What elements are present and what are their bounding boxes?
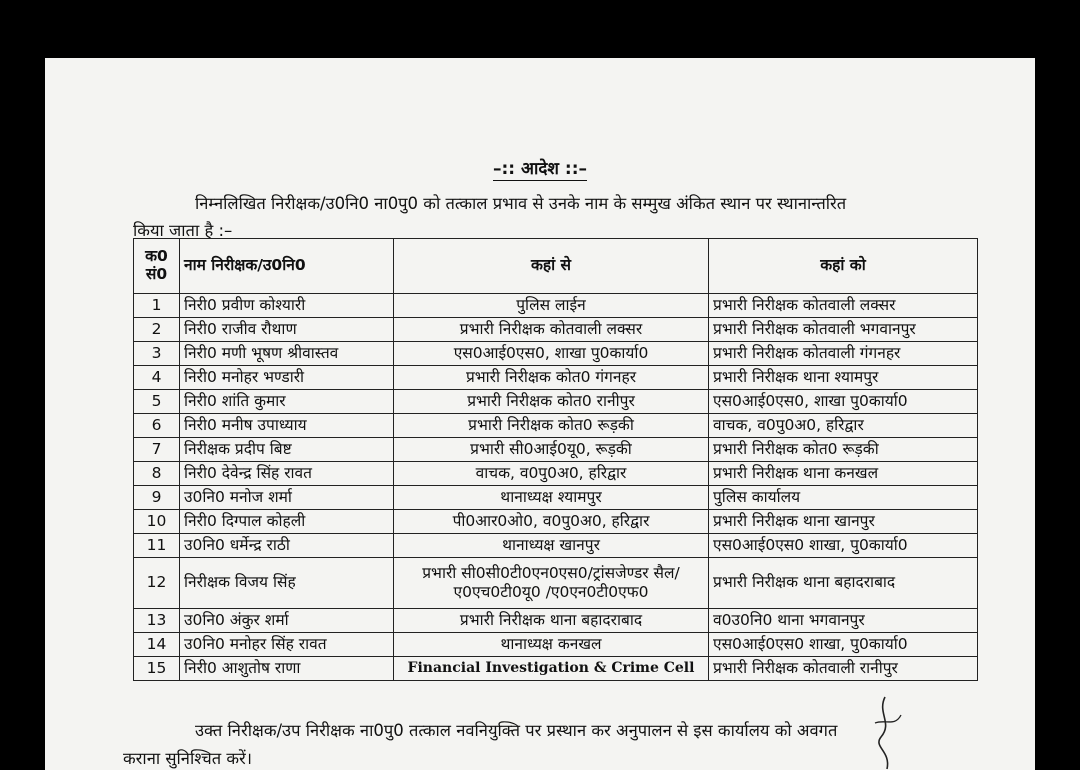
header-from: कहां से	[394, 239, 709, 294]
row-to: एस0आई0एस0 शाखा, पु0कार्या0	[709, 534, 978, 558]
row-from: थानाध्यक्ष खानपुर	[394, 534, 709, 558]
row-name: निरी0 प्रवीण कोश्यारी	[180, 294, 394, 318]
row-serial-no: 11	[134, 534, 180, 558]
row-serial-no: 2	[134, 318, 180, 342]
row-name: उ0नि0 मनोज शर्मा	[180, 486, 394, 510]
row-to: एस0आई0एस0 शाखा, पु0कार्या0	[709, 633, 978, 657]
header-name: नाम निरीक्षक/उ0नि0	[180, 239, 394, 294]
row-from: एस0आई0एस0, शाखा पु0कार्या0	[394, 342, 709, 366]
table-row	[134, 462, 978, 486]
row-to: प्रभारी निरीक्षक कोतवाली लक्सर	[709, 294, 978, 318]
row-to: प्रभारी निरीक्षक थाना कनखल	[709, 462, 978, 486]
row-name: उ0नि0 मनोहर सिंह रावत	[180, 633, 394, 657]
row-name: निरीक्षक विजय सिंह	[180, 558, 394, 609]
row-from: प्रभारी सी0सी0टी0एन0एस0/ट्रांसजेण्डर सैल/ए0एच0टी0यू0 /ए0एन0टी0एफ0	[394, 558, 709, 609]
table-row	[134, 558, 978, 609]
row-to: वाचक, व0पु0अ0, हरिद्वार	[709, 414, 978, 438]
row-name: निरी0 शांति कुमार	[180, 390, 394, 414]
row-serial-no: 10	[134, 510, 180, 534]
transfer-table	[133, 238, 978, 681]
row-name: निरीक्षक प्रदीप बिष्ट	[180, 438, 394, 462]
table-row	[134, 342, 978, 366]
row-to: पुलिस कार्यालय	[709, 486, 978, 510]
row-from: थानाध्यक्ष श्यामपुर	[394, 486, 709, 510]
table-row	[134, 486, 978, 510]
row-from: थानाध्यक्ष कनखल	[394, 633, 709, 657]
row-to: व0उ0नि0 थाना भगवानपुर	[709, 609, 978, 633]
row-to: प्रभारी निरीक्षक कोत0 रूड़की	[709, 438, 978, 462]
row-from: वाचक, व0पु0अ0, हरिद्वार	[394, 462, 709, 486]
row-serial-no: 9	[134, 486, 180, 510]
row-name: निरी0 आशुतोष राणा	[180, 657, 394, 681]
footer-line-1: उक्त निरीक्षक/उप निरीक्षक ना0पु0 तत्काल नवनियुक्ति पर प्रस्थान कर अनुपालन से इस कार्यालय को अवगत	[195, 721, 838, 740]
table-row	[134, 633, 978, 657]
row-to: प्रभारी निरीक्षक कोतवाली गंगनहर	[709, 342, 978, 366]
table-row	[134, 294, 978, 318]
row-to: प्रभारी निरीक्षक कोतवाली भगवानपुर	[709, 318, 978, 342]
row-to: प्रभारी निरीक्षक थाना बहादराबाद	[709, 558, 978, 609]
row-to: एस0आई0एस0, शाखा पु0कार्या0	[709, 390, 978, 414]
footer-line-2: कराना सुनिश्चित करें।	[123, 749, 253, 768]
row-from: Financial Investigation & Crime Cell	[394, 657, 709, 681]
row-serial-no: 8	[134, 462, 180, 486]
table-row	[134, 534, 978, 558]
row-serial-no: 12	[134, 558, 180, 609]
row-name: निरी0 दिग्पाल कोहली	[180, 510, 394, 534]
row-name: निरी0 राजीव रौथाण	[180, 318, 394, 342]
document-page	[45, 58, 1035, 770]
intro-line-1: निम्नलिखित निरीक्षक/उ0नि0 ना0पु0 को तत्काल प्रभाव से उनके नाम के सम्मुख अंकित स्थान पर स्थानान्तरित	[195, 194, 847, 213]
row-serial-no: 6	[134, 414, 180, 438]
row-from: पुलिस लाईन	[394, 294, 709, 318]
row-name: निरी0 मणी भूषण श्रीवास्तव	[180, 342, 394, 366]
table-row	[134, 510, 978, 534]
row-name: निरी0 देवेन्द्र सिंह रावत	[180, 462, 394, 486]
row-to: प्रभारी निरीक्षक थाना खानपुर	[709, 510, 978, 534]
row-to: प्रभारी निरीक्षक थाना श्यामपुर	[709, 366, 978, 390]
row-from: प्रभारी निरीक्षक कोत0 रानीपुर	[394, 390, 709, 414]
table-row	[134, 609, 978, 633]
row-to: प्रभारी निरीक्षक कोतवाली रानीपुर	[709, 657, 978, 681]
table-row	[134, 657, 978, 681]
table-row	[134, 414, 978, 438]
table-row	[134, 438, 978, 462]
table-row	[134, 318, 978, 342]
row-serial-no: 3	[134, 342, 180, 366]
row-serial-no: 1	[134, 294, 180, 318]
row-name: निरी0 मनोहर भण्डारी	[180, 366, 394, 390]
row-serial-no: 14	[134, 633, 180, 657]
row-from: प्रभारी निरीक्षक थाना बहादराबाद	[394, 609, 709, 633]
row-from: प्रभारी सी0आई0यू0, रूड़की	[394, 438, 709, 462]
row-serial-no: 5	[134, 390, 180, 414]
row-serial-no: 15	[134, 657, 180, 681]
header-to: कहां को	[709, 239, 978, 294]
intro-line-2: किया जाता है :–	[133, 221, 233, 240]
row-name: उ0नि0 धर्मेन्द्र राठी	[180, 534, 394, 558]
order-heading: –:: आदेश ::–	[493, 159, 587, 179]
row-name: निरी0 मनीष उपाध्याय	[180, 414, 394, 438]
row-serial-no: 13	[134, 609, 180, 633]
row-from: प्रभारी निरीक्षक कोतवाली लक्सर	[394, 318, 709, 342]
table-header-row	[134, 239, 978, 294]
row-name: उ0नि0 अंकुर शर्मा	[180, 609, 394, 633]
row-from: पी0आर0ओ0, व0पु0अ0, हरिद्वार	[394, 510, 709, 534]
row-from: प्रभारी निरीक्षक कोत0 रूड़की	[394, 414, 709, 438]
table-row	[134, 366, 978, 390]
row-serial-no: 7	[134, 438, 180, 462]
table-row	[134, 390, 978, 414]
signature-mark	[867, 693, 907, 770]
header-serial-no: क0 सं0	[134, 239, 180, 294]
row-from: प्रभारी निरीक्षक कोत0 गंगनहर	[394, 366, 709, 390]
row-serial-no: 4	[134, 366, 180, 390]
